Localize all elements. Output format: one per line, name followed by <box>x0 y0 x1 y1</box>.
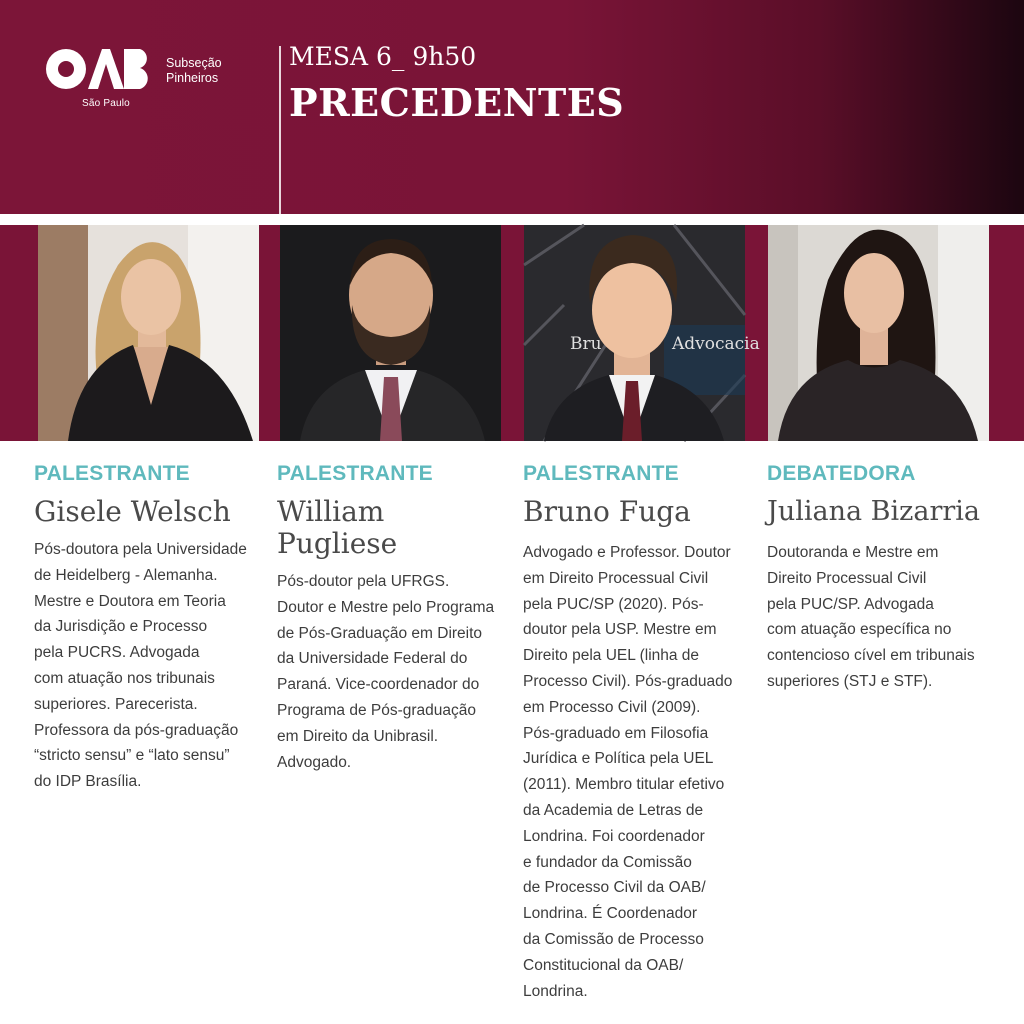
speaker-card-gisele <box>34 460 269 795</box>
speaker-photo-band <box>0 225 1024 441</box>
speaker-photo-william <box>280 225 501 441</box>
speaker-photo-gisele <box>38 225 259 441</box>
speaker-card-william <box>277 460 517 775</box>
session-title: PRECEDENTES <box>289 80 625 125</box>
speaker-bio: Pós-doutor pela UFRGS. Doutor e Mestre pelo Programa de Pós-Graduação em Direito da Universidade Federal do Paraná. Vice-coordenador do Programa de Pós-graduação em Direito da Unibrasil. Advogado. <box>277 573 495 771</box>
speaker-name: William Pugliese <box>277 495 398 560</box>
speaker-name: Juliana Bizarria <box>767 496 980 527</box>
photo-sign-right: Advocacia <box>672 334 760 354</box>
speaker-role: PALESTRANTE <box>34 462 190 485</box>
subsecao-name: Pinheiros <box>166 71 219 85</box>
speaker-name: Gisele Welsch <box>34 495 231 528</box>
logo-location: São Paulo <box>82 98 130 109</box>
photo-sign-left: Bru <box>570 334 602 354</box>
speaker-role: PALESTRANTE <box>523 462 679 485</box>
oab-logo-mark <box>44 46 156 96</box>
speaker-bio: Pós-doutora pela Universidade de Heidelberg - Alemanha. Mestre e Doutora em Teoria da Jurisdição e Processo pela PUCRS. Advogada com atuação nos tribunais superiores. Parecerista. Professora da pós-graduação “stricto sensu” e “lato sensu” do IDP Brasília. <box>34 541 247 791</box>
speaker-photo-juliana <box>768 225 989 441</box>
subsecao-label: Subseção <box>166 56 222 70</box>
session-time: MESA 6_ 9h50 <box>289 42 477 71</box>
header-divider <box>279 46 281 214</box>
speaker-bio: Advogado e Professor. Doutor em Direito Processual Civil pela PUC/SP (2020). Pós- doutor pela USP. Mestre em Direito pela UEL (linha de Processo Civil). Pós-graduado em Processo Civil (2009). Pós-graduado em Filosofia Jurídica e Política pela UEL (2011). Membro titular efetivo da Academia de Letras de Londrina. Foi coordenador e fundador da Comissão de Processo Civil da OAB/ Londrina. É Coordenador da Comissão de Processo Constitucional da OAB/ Londrina. <box>523 544 733 1000</box>
speaker-bio: Doutoranda e Mestre em Direito Processual Civil pela PUC/SP. Advogada com atuação específica no contencioso cível em tribunais superiores (STJ e STF). <box>767 544 975 690</box>
speaker-name: Bruno Fuga <box>523 495 691 528</box>
oab-logo <box>44 46 274 116</box>
speaker-photo-bruno <box>524 225 760 441</box>
header-banner <box>0 0 1024 214</box>
header-separator <box>0 214 1024 225</box>
speaker-card-juliana <box>767 460 1017 695</box>
speaker-role: PALESTRANTE <box>277 462 433 485</box>
speaker-card-bruno <box>523 460 763 1004</box>
speaker-role: DEBATEDORA <box>767 462 916 485</box>
